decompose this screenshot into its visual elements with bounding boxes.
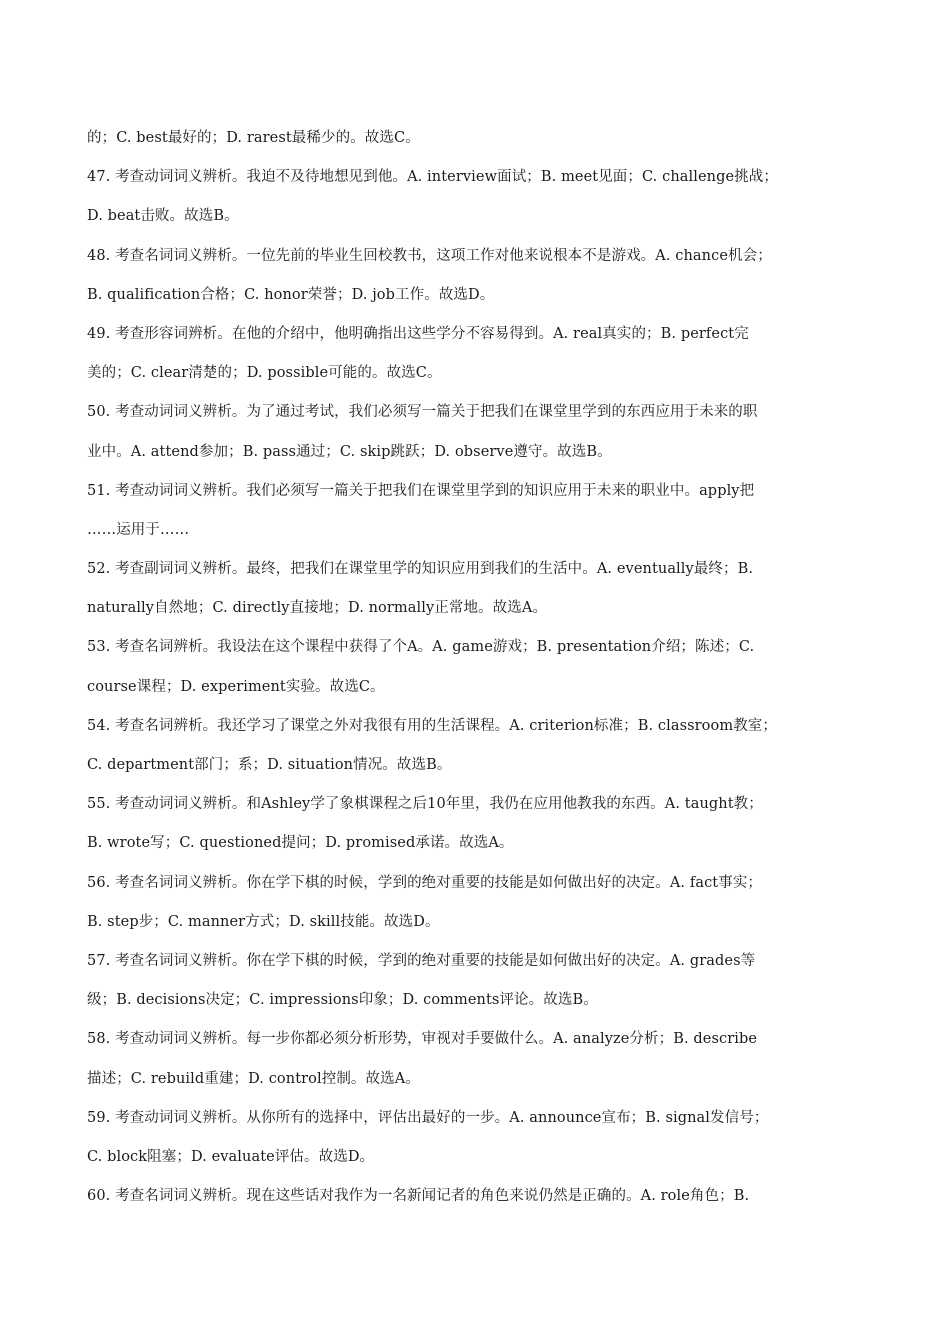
text-line: 描述；C. rebuild重建；D. control控制。故选A。 bbox=[87, 1070, 420, 1087]
text-line: 级；B. decisions决定；C. impressions印象；D. comments评论。故选B。 bbox=[87, 992, 598, 1009]
text-line: 美的；C. clear清楚的；D. possible可能的。故选C。 bbox=[87, 365, 442, 382]
text-line: 49. 考查形容词辨析。在他的介绍中，他明确指出这些学分不容易得到。A. real真实的；B. perfect完 bbox=[87, 325, 749, 342]
text-line: 54. 考查名词辨析。我还学习了课堂之外对我很有用的生活课程。A. criterion标准；B. classroom教室； bbox=[87, 717, 777, 734]
text-line: 业中。A. attend参加；B. pass通过；C. skip跳跃；D. observe遵守。故选B。 bbox=[87, 443, 612, 460]
text-line: C. department部门；系；D. situation情况。故选B。 bbox=[87, 757, 452, 773]
text-line: B. step步；C. manner方式；D. skill技能。故选D。 bbox=[87, 913, 440, 930]
text-line: 53. 考查名词辨析。我设法在这个课程中获得了个A。A. game游戏；B. presentation介绍；陈述；C. bbox=[87, 639, 755, 656]
text-line: naturally自然地；C. directly直接地；D. normally正常地。故选A。 bbox=[87, 600, 548, 617]
text-line: 57. 考查名词词义辨析。你在学下棋的时候，学到的绝对重要的技能是如何做出好的决定。A. grades等 bbox=[87, 952, 756, 969]
answer-explanations bbox=[87, 119, 867, 1216]
text-line: course课程；D. experiment实验。故选C。 bbox=[87, 678, 385, 695]
text-line: 47. 考查动词词义辨析。我迫不及待地想见到他。A. interview面试；B. meet见面；C. challenge挑战； bbox=[87, 169, 778, 186]
text-line: D. beat击败。故选B。 bbox=[87, 208, 239, 225]
text-line: 50. 考查动词词义辨析。为了通过考试，我们必须写一篇关于把我们在课堂里学到的东西应用于未来的职 bbox=[87, 404, 758, 421]
text-line: B. wrote写；C. questioned提问；D. promised承诺。故选A。 bbox=[87, 835, 514, 852]
text-line: 59. 考查动词词义辨析。从你所有的选择中，评估出最好的一步。A. announce宣布；B. signal发信号； bbox=[87, 1109, 769, 1126]
text-line: ……运用于…… bbox=[87, 521, 190, 538]
text-line: 的；C. best最好的；D. rarest最稀少的。故选C。 bbox=[87, 130, 420, 146]
text-line: 58. 考查动词词义辨析。每一步你都必须分析形势，审视对手要做什么。A. analyze分析；B. describe bbox=[87, 1031, 758, 1048]
text-line: B. qualification合格；C. honor荣誉；D. job工作。故选D。 bbox=[87, 286, 495, 303]
text-line: 55. 考查动词词义辨析。和Ashley学了象棋课程之后10年里，我仍在应用他教我的东西。A. taught教； bbox=[87, 796, 763, 813]
text-line: 56. 考查名词词义辨析。你在学下棋的时候，学到的绝对重要的技能是如何做出好的决定。A. fact事实； bbox=[87, 874, 763, 891]
text-line: C. block阻塞；D. evaluate评估。故选D。 bbox=[87, 1148, 375, 1165]
text-line: 52. 考查副词词义辨析。最终，把我们在课堂里学的知识应用到我们的生活中。A. eventually最终；B. bbox=[87, 561, 754, 578]
text-line: 48. 考查名词词义辨析。一位先前的毕业生回校教书，这项工作对他来说根本不是游戏。A. chance机会； bbox=[87, 247, 772, 264]
text-line: 60. 考查名词词义辨析。现在这些话对我作为一名新闻记者的角色来说仍然是正确的。A. role角色；B. bbox=[87, 1188, 750, 1205]
text-line: 51. 考查动词词义辨析。我们必须写一篇关于把我们在课堂里学到的知识应用于未来的职业中。apply把 bbox=[87, 482, 755, 499]
